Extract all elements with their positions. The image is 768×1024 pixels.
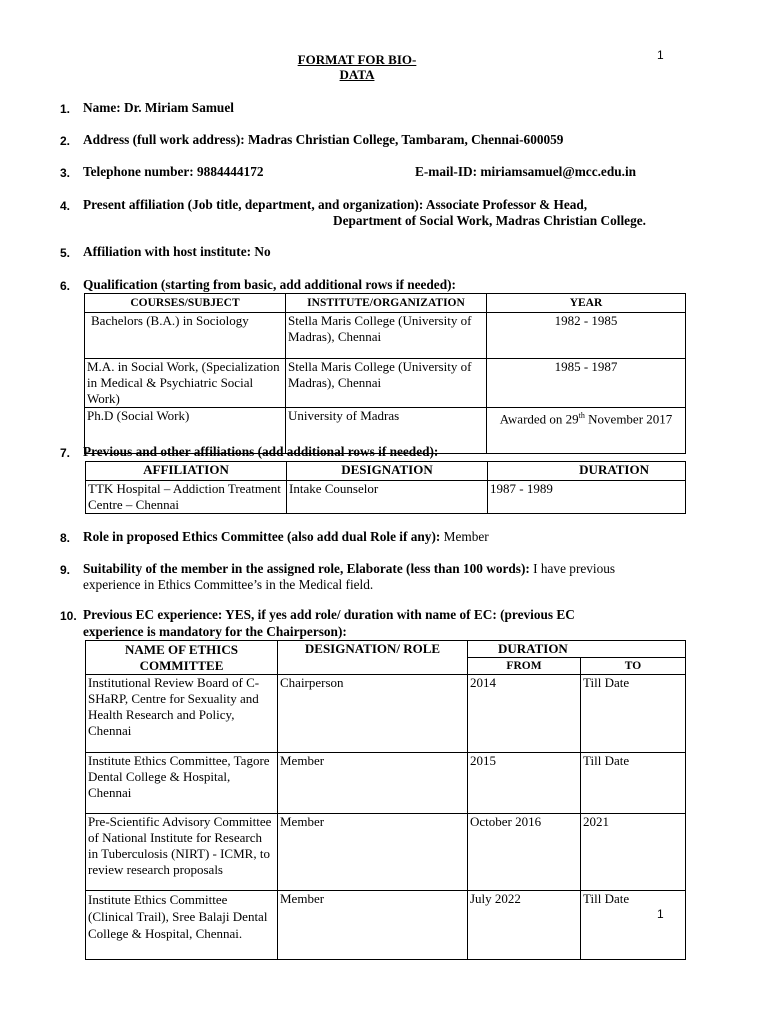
column-header: INSTITUTE/ORGANIZATION <box>286 294 487 313</box>
column-header: TO <box>581 658 686 675</box>
table-cell: M.A. in Social Work, (Specialization in Medical & Psychiatric Social Work) <box>85 359 286 408</box>
column-header: YEAR <box>487 294 686 313</box>
table-cell: Till Date <box>581 753 686 814</box>
table-cell: 2014 <box>468 675 581 753</box>
ec-experience-heading: Previous EC experience: YES, if yes add role/ duration with name of EC: (previous EC <box>83 607 575 622</box>
item-number: 8. <box>60 531 71 545</box>
table-cell: Institutional Review Board of C-SHaRP, Centre for Sexuality and Health Research and Policy, Chennai <box>86 675 278 753</box>
table-row <box>86 753 686 814</box>
column-header: AFFILIATION <box>86 462 287 481</box>
table-cell: Stella Maris College (University of Madras), Chennai <box>286 313 487 359</box>
page-number-bottom: 1 <box>657 907 664 921</box>
table-cell: Member <box>278 891 468 960</box>
table-row <box>86 891 686 960</box>
role-value: Member <box>440 529 489 544</box>
column-header: NAME OF ETHICS COMMITTEE <box>86 641 278 675</box>
qualification-heading: Qualification (starting from basic, add additional rows if needed): <box>83 277 456 292</box>
affiliation-line-2: Department of Social Work, Madras Christian College. <box>333 213 646 228</box>
table-cell: Ph.D (Social Work) <box>85 408 286 454</box>
table-row <box>86 814 686 891</box>
year-superscript: th <box>578 411 585 420</box>
column-header: DURATION <box>468 641 686 658</box>
document-title <box>291 52 423 82</box>
year-text: Awarded on 29 <box>499 411 579 427</box>
table-cell: 2015 <box>468 753 581 814</box>
title-line-2: DATA <box>339 67 375 82</box>
telephone-line: Telephone number: 9884444172 <box>83 164 264 179</box>
table-cell: October 2016 <box>468 814 581 891</box>
host-affiliation-line: Affiliation with host institute: No <box>83 244 271 259</box>
table-row <box>85 359 686 408</box>
item-number: 9. <box>60 563 71 577</box>
table-cell: Intake Counselor <box>287 481 488 514</box>
item-number: 10. <box>60 609 77 623</box>
email-line: E-mail-ID: miriamsamuel@mcc.edu.in <box>415 164 637 179</box>
table-cell: 1987 - 1989 <box>488 481 686 514</box>
year-text-suffix: November 2017 <box>584 411 673 427</box>
item-number: 6. <box>60 279 71 293</box>
affiliations-table <box>85 461 686 514</box>
title-line-1: FORMAT FOR BIO- <box>297 52 417 67</box>
table-cell: Till Date <box>581 891 686 960</box>
table-cell: Member <box>278 753 468 814</box>
table-cell: 1982 - 1985 <box>487 313 686 359</box>
item-number: 7. <box>60 446 71 460</box>
suitability-label: Suitability of the member in the assigned role, Elaborate (less than 100 words): <box>83 561 530 576</box>
page-number-top: 1 <box>657 48 664 62</box>
affiliation-line: Present affiliation (Job title, department, and organization): Associate Professor & Head, <box>83 197 588 212</box>
item-number: 1. <box>60 102 71 116</box>
table-row <box>85 313 686 359</box>
table-cell: Till Date <box>581 675 686 753</box>
table-cell: TTK Hospital – Addiction Treatment Centre – Chennai <box>86 481 287 514</box>
column-header: DESIGNATION/ ROLE <box>278 641 468 675</box>
table-row <box>86 481 686 514</box>
role-line <box>83 529 489 545</box>
table-cell: Bachelors (B.A.) in Sociology <box>85 313 286 359</box>
role-label: Role in proposed Ethics Committee (also add dual Role if any): <box>83 529 441 544</box>
ec-experience-heading-2: experience is mandatory for the Chairperson): <box>83 624 347 639</box>
previous-affiliations-heading: Previous and other affiliations (add additional rows if needed): <box>83 444 439 459</box>
column-header: COURSES/SUBJECT <box>85 294 286 313</box>
table-cell: July 2022 <box>468 891 581 960</box>
item-number: 3. <box>60 166 71 180</box>
table-cell <box>487 408 686 454</box>
table-cell: University of Madras <box>286 408 487 454</box>
address-line: Address (full work address): Madras Christian College, Tambaram, Chennai-600059 <box>83 132 564 147</box>
table-cell: Pre-Scientific Advisory Committee of National Institute for Research in Tuberculosis (NIRT) - ICMR, to review research proposals <box>86 814 278 891</box>
table-cell: Institute Ethics Committee, Tagore Dental College & Hospital, Chennai <box>86 753 278 814</box>
ec-experience-table <box>85 640 686 960</box>
table-cell: Chairperson <box>278 675 468 753</box>
table-cell: 2021 <box>581 814 686 891</box>
column-header: FROM <box>468 658 581 675</box>
table-cell: Member <box>278 814 468 891</box>
column-header: DESIGNATION <box>287 462 488 481</box>
name-line: Name: Dr. Miriam Samuel <box>83 100 234 115</box>
suitability-line-2: experience in Ethics Committee’s in the Medical field. <box>83 577 374 592</box>
qualification-table <box>84 293 686 454</box>
table-row <box>86 675 686 753</box>
column-header: DURATION <box>488 462 686 481</box>
item-number: 5. <box>60 246 71 260</box>
suitability-value: I have previous <box>529 561 616 576</box>
item-number: 4. <box>60 199 71 213</box>
table-cell: Stella Maris College (University of Madras), Chennai <box>286 359 487 408</box>
item-number: 2. <box>60 134 71 148</box>
table-cell: Institute Ethics Committee (Clinical Trail), Sree Balaji Dental College & Hospital, Chennai. <box>86 891 278 960</box>
table-cell: 1985 - 1987 <box>487 359 686 408</box>
suitability-line <box>83 561 615 577</box>
